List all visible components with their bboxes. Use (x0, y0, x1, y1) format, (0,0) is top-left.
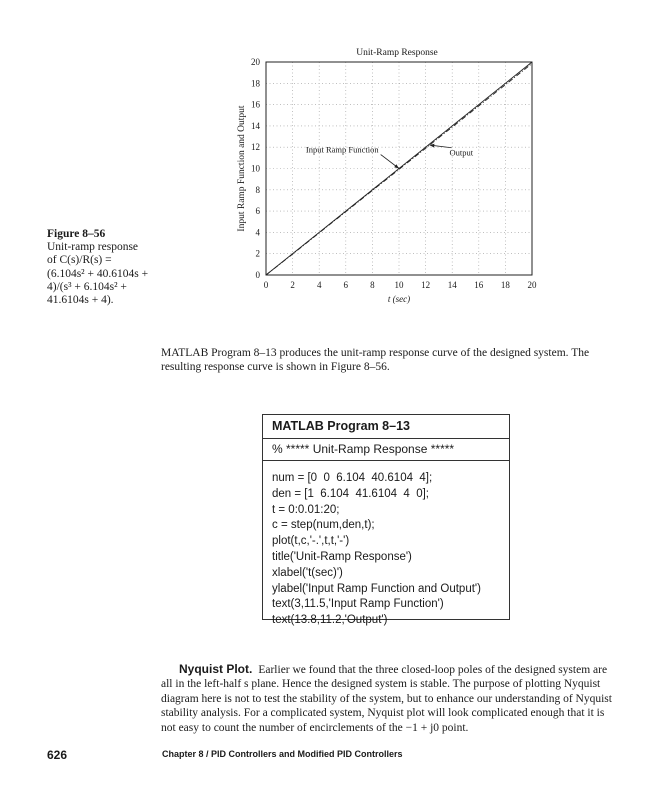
matlab-program-box (262, 414, 510, 627)
caption-line: 41.6104s + 4). (47, 294, 114, 307)
annotation-output: Output (449, 147, 474, 158)
annotation-input-ramp: Input Ramp Function (305, 144, 379, 155)
x-tick-label: 20 (527, 280, 537, 290)
nyquist-body: Earlier we found that the three closed-loop poles of the designed system are all in the left-half s plane. Hence the designed system is stable. The purpose of plotting Nyquist diagram here is not to test the stability of the system, but to enhance our understanding of Nyquist stability analysis. For a complicated system, Nyquist plot will look complicated enough that it is not easy to count the number of encirclements of the −1 + j0 point. (161, 664, 612, 734)
y-tick-labels (251, 57, 261, 280)
y-tick-label: 20 (251, 57, 260, 67)
x-tick-label: 0 (263, 280, 269, 290)
intro-paragraph: MATLAB Program 8–13 produces the unit-ramp response curve of the designed system. The resulting response curve is shown in Figure 8–56. (161, 347, 590, 374)
figure-label: Figure 8–56 (47, 228, 106, 240)
program-title: MATLAB Program 8–13 (263, 415, 509, 439)
chart-annotations (306, 144, 474, 169)
x-tick-label: 4 (316, 280, 322, 290)
code-line: num = [0 0 6.104 40.6104 4]; (272, 472, 433, 484)
code-line: den = [1 6.104 41.6104 4 0]; (272, 487, 429, 500)
x-tick-labels (264, 280, 537, 290)
code-line: t = 0:0.01:20; (272, 503, 340, 516)
y-tick-label: 18 (251, 78, 260, 89)
nyquist-paragraph (161, 662, 613, 735)
x-tick-label: 14 (447, 280, 457, 290)
x-tick-label: 10 (394, 280, 404, 290)
x-axis-label: t (sec) (387, 294, 411, 304)
y-tick-label: 8 (255, 184, 260, 195)
x-tick-label: 16 (474, 280, 484, 290)
figure-caption (47, 228, 159, 307)
code-line: plot(t,c,'-.',t,t,'-') (272, 535, 350, 548)
code-line: ylabel('Input Ramp Function and Output') (272, 582, 481, 595)
code-line: c = step(num,den,t); (272, 519, 375, 532)
caption-line: of C(s)/R(s) = (47, 254, 112, 267)
annotation-arrowhead (394, 164, 399, 168)
y-tick-label: 12 (251, 142, 260, 153)
x-tick-label: 18 (500, 280, 510, 290)
y-tick-label: 0 (255, 270, 260, 280)
page-number: 626 (47, 748, 68, 762)
caption-line: 4)/(s³ + 6.104s² + (47, 280, 127, 293)
y-tick-label: 16 (251, 99, 260, 110)
chart-title: Unit-Ramp Response (356, 48, 438, 58)
y-tick-label: 2 (255, 248, 260, 259)
y-tick-label: 10 (251, 163, 260, 174)
x-tick-label: 2 (290, 280, 295, 290)
nyquist-heading: Nyquist Plot. (179, 662, 253, 676)
y-tick-label: 6 (255, 206, 260, 217)
program-comment: % ***** Unit-Ramp Response ***** (263, 439, 509, 461)
code-line: title('Unit-Ramp Response') (272, 550, 412, 563)
y-axis-label: Input Ramp Function and Output (237, 105, 247, 232)
annotation-arrowhead (430, 144, 435, 148)
y-tick-label: 14 (251, 120, 260, 131)
code-line: text(13.8,11.2,'Output') (272, 614, 388, 627)
x-tick-label: 12 (421, 280, 431, 290)
y-tick-label: 4 (255, 227, 260, 238)
code-line: text(3,11.5,'Input Ramp Function') (272, 598, 444, 611)
code-line: xlabel('t(sec)') (272, 566, 343, 579)
caption-line: Unit-ramp response (47, 241, 139, 254)
x-tick-label: 6 (343, 280, 349, 290)
caption-line: (6.104s² + 40.6104s + (47, 267, 149, 280)
series-output-line (266, 64, 532, 276)
x-tick-label: 8 (370, 280, 375, 290)
program-code (263, 461, 509, 629)
running-footer: Chapter 8 / PID Controllers and Modified PID Controllers (162, 749, 403, 759)
